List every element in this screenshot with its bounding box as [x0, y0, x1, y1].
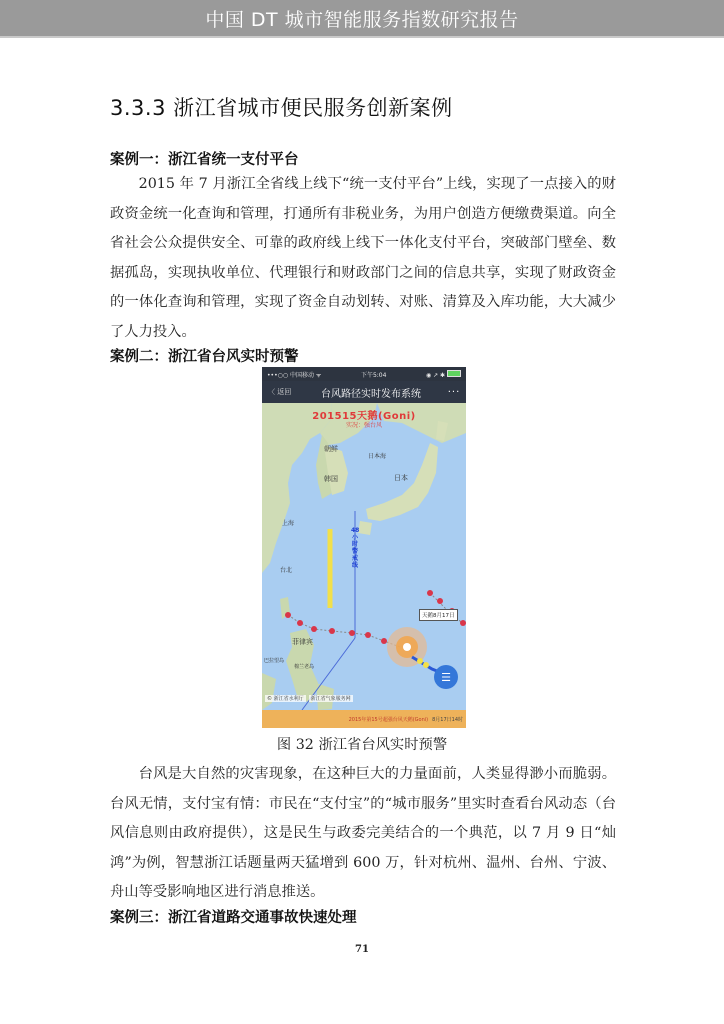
map-attribution	[265, 695, 353, 702]
map-label-philippines: 菲律宾	[292, 638, 313, 646]
map-label-palawan: 巴拉望岛	[264, 658, 285, 664]
carrier-signal: •••○○ 中国移动 ᯤ	[267, 371, 322, 379]
typhoon-status: 实况：强台风	[345, 422, 382, 429]
map-label-sea-of-japan: 日本海	[368, 453, 387, 460]
case-1-title: 案例一：浙江省统一支付平台	[110, 152, 299, 168]
status-icons: ◉ ↗ ✱	[426, 370, 461, 379]
more-icon[interactable]: ···	[447, 386, 461, 398]
case-1-paragraph	[110, 170, 616, 347]
figure-caption: 图 32 浙江省台风实时预警	[276, 737, 448, 753]
typhoon-callout[interactable]: 天鹅8月17日	[419, 609, 458, 621]
case-2-title: 案例二：浙江省台风实时预警	[110, 349, 299, 365]
typhoon-map[interactable]	[262, 403, 466, 710]
typhoon-name: 201515天鹅(Goni)	[312, 411, 416, 422]
list-icon[interactable]: ☰	[434, 665, 458, 689]
case-2-paragraph	[110, 760, 616, 908]
case-2-text: 台风是大自然的灾害现象，在这种巨大的力量面前，人类显得渺小而脆弱。台风无情，支付宝有情：市民在“支付宝”的“城市服务”里实时查看台风动态（台风信息则由政府提供），这是民生与政委完美结合的一个典范，以 7 月 9 日“灿鸿”为例，智慧浙江话题量两天猛增到 600 万，针对杭州、温州、台州、宁波、舟山等受影响地区进行消息推送。	[110, 766, 616, 900]
status-time: 下午5:04	[360, 371, 387, 379]
map-label-taipei: 台北	[280, 567, 293, 574]
app-nav-bar	[262, 381, 466, 403]
warning-line-label: 48小时警戒线	[351, 527, 360, 569]
report-header-bar	[0, 0, 724, 38]
page-number: 71	[355, 944, 369, 955]
map-label-japan: 日本	[394, 474, 408, 482]
battery-icon	[447, 370, 461, 377]
banner-time: 8月17日14时	[432, 716, 463, 723]
app-title: 台风路径实时发布系统	[321, 388, 421, 400]
case-3-title: 案例三：浙江省道路交通事故快速处理	[110, 910, 357, 926]
report-title: 中国 DT 城市智能服务指数研究报告	[205, 8, 519, 31]
section-title: 3.3.3 浙江省城市便民服务创新案例	[110, 96, 453, 120]
case-1-text: 2015 年 7 月浙江全省线上线下“统一支付平台”上线，实现了一点接入的财政资金统一化查询和管理，打通所有非税业务，为用户创造方便缴费渠道。向全省社会公众提供安全、可靠的政府线上线下一体化支付平台，突破部门壁垒、数据孤岛，实现执收单位、代理银行和财政部门之间的信息共享，实现了财政资金的一体化查询和管理，实现了资金自动划转、对账、清算及入库功能，大大减少了人力投入。	[110, 176, 616, 340]
attribution-2: 浙江省气象服务网	[310, 696, 351, 702]
typhoon-app-screenshot	[262, 367, 466, 728]
phone-status-bar	[262, 367, 466, 381]
typhoon-info-banner[interactable]	[262, 710, 466, 728]
back-button[interactable]: 〈 返回	[268, 388, 292, 396]
map-label-south-korea: 韩国	[324, 475, 338, 483]
map-label-mindanao: 棉兰老岛	[294, 664, 315, 670]
map-label-shanghai: 上海	[282, 520, 295, 527]
banner-text: 2015年第15号超强台风天鹅(Goni)	[348, 716, 429, 723]
attribution-1: © 浙江省水利厅	[267, 696, 304, 702]
map-label-north-korea: 朝鲜	[324, 445, 338, 453]
